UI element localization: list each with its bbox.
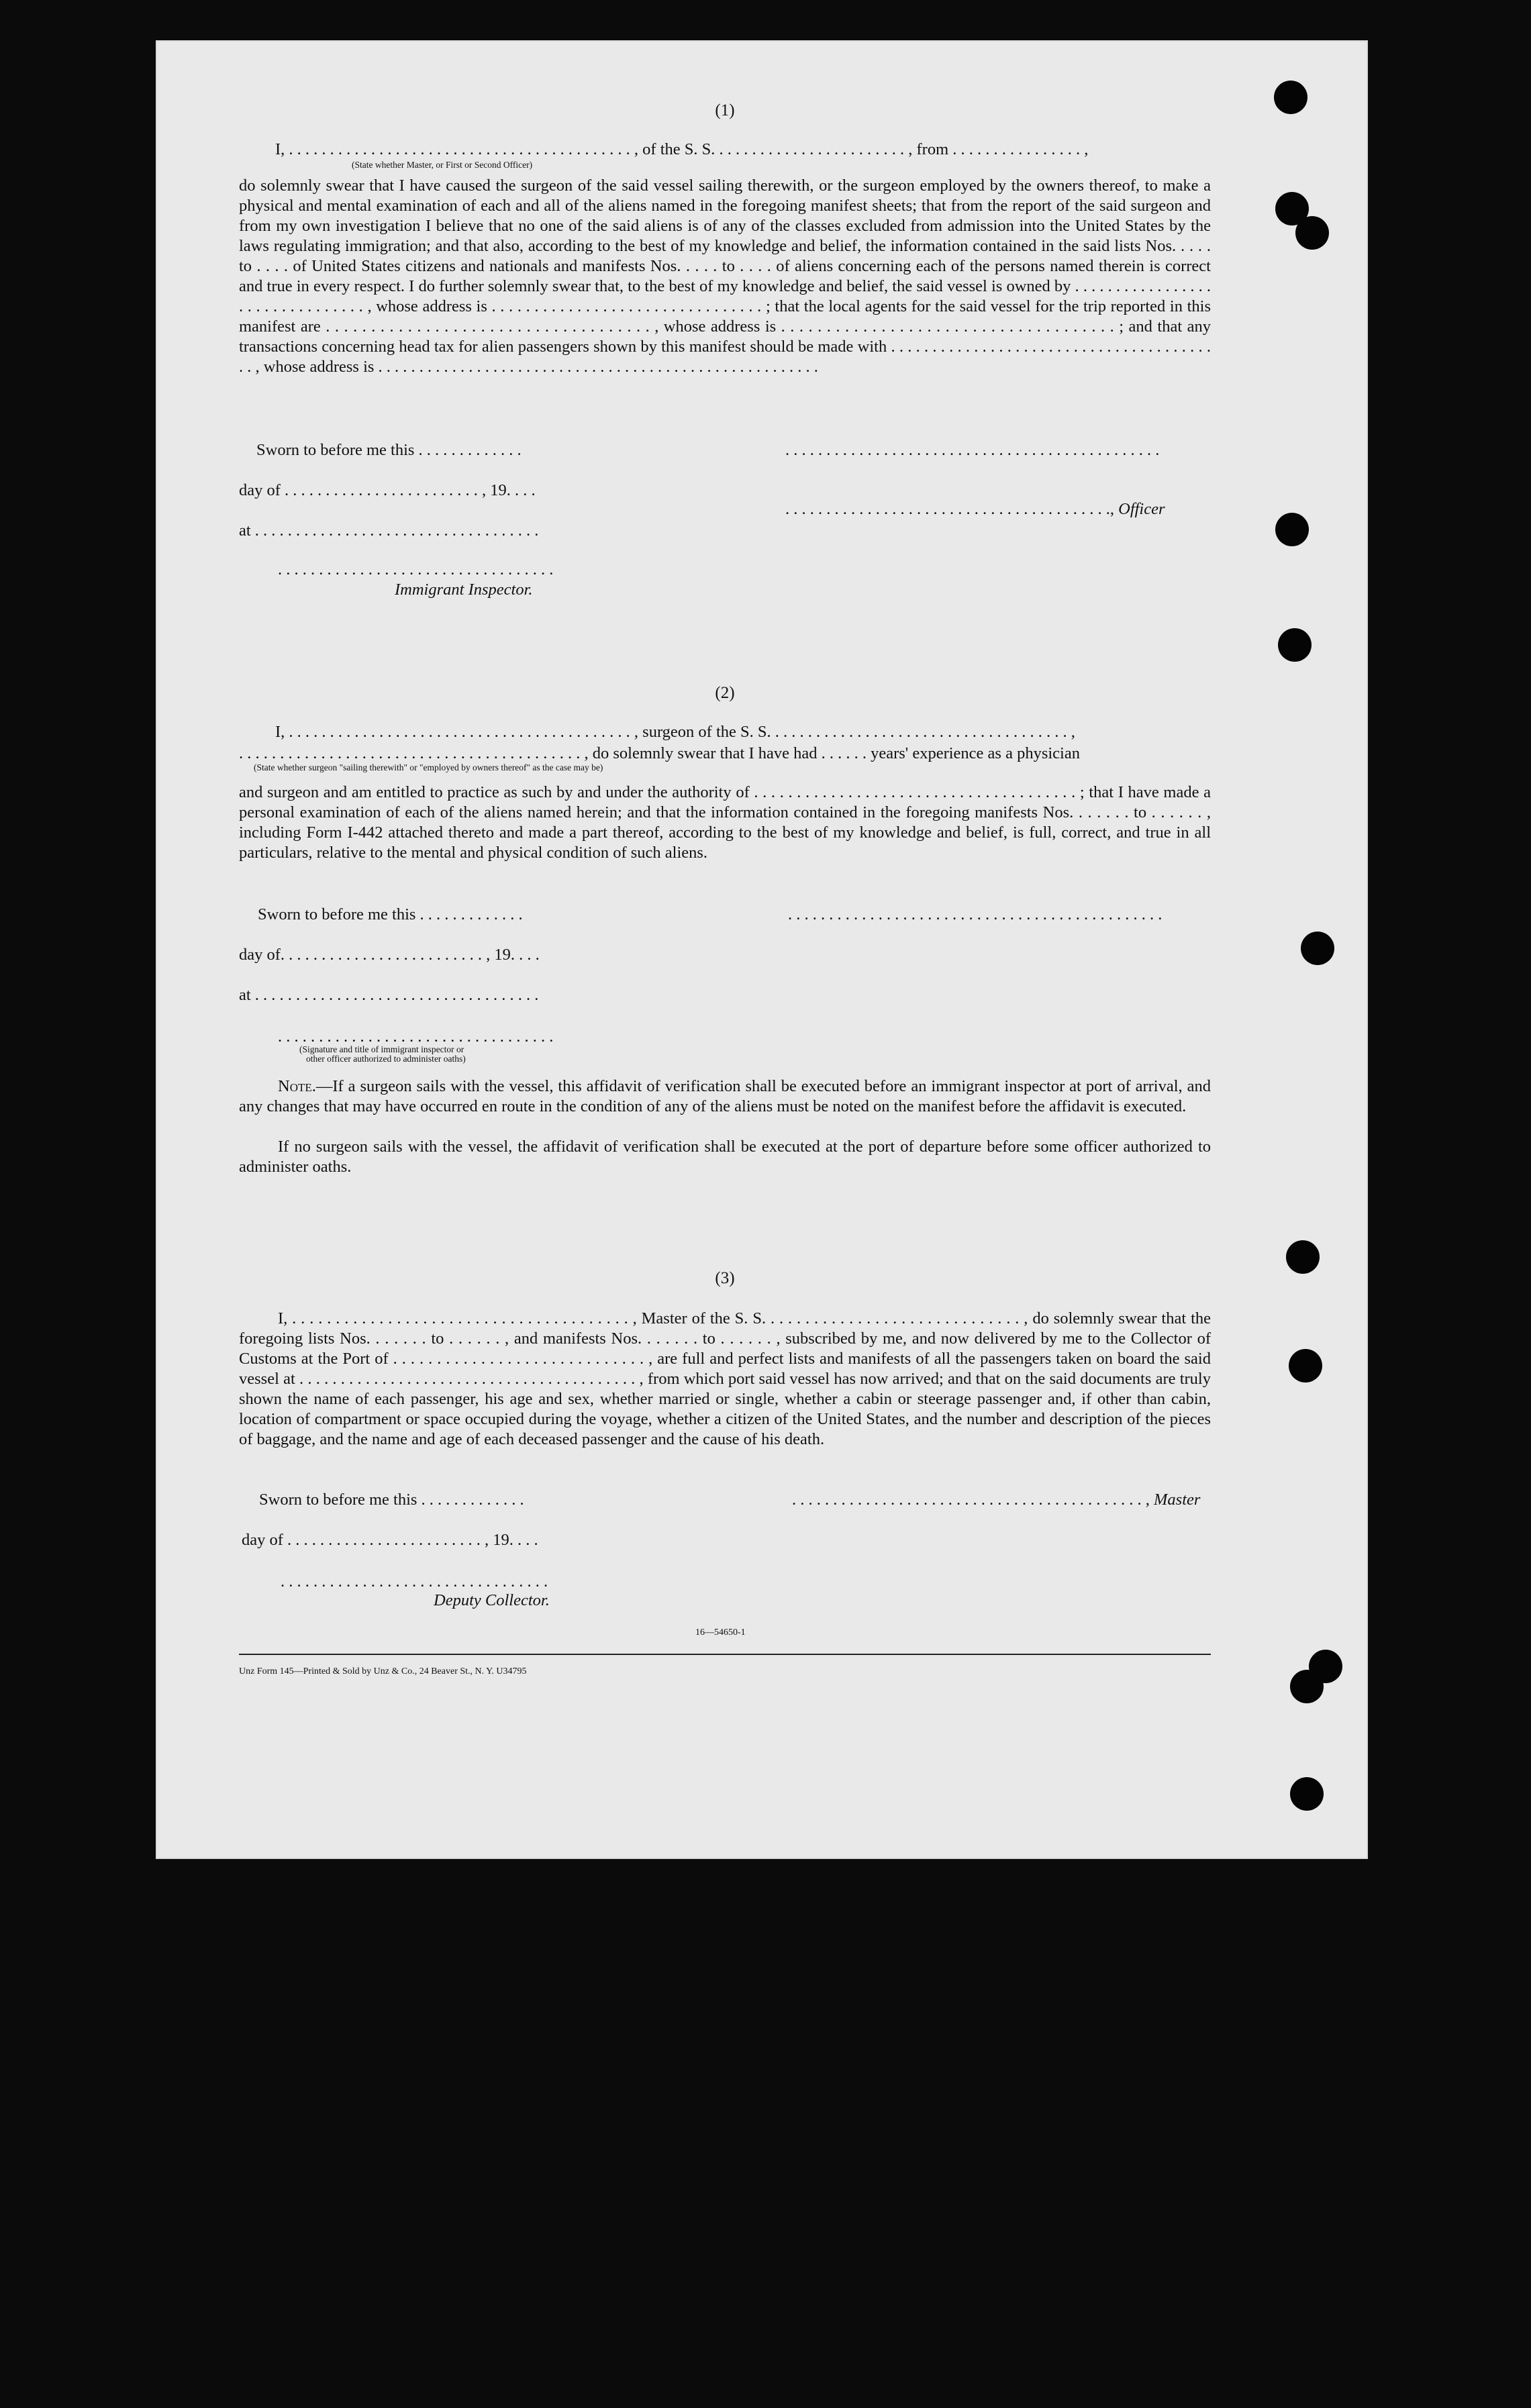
oath-line: I, . . . . . . . . . . . . . . . . . . . . . . . . . . . . . . . . . . . . . . . . . . , surgeon of the S. S. . . . . . . . . . . . . . . . . . . . . . . . . . . . . . . . . . . . . , [275, 723, 1075, 741]
signature-line: . . . . . . . . . . . . . . . . . . . . . . . . . . . . . . . . . . . . . . . . . . . . . . [785, 441, 1160, 459]
printer-credit: Unz Form 145—Printed & Sold by Unz & Co., 24 Beaver St., N. Y. U34795 [239, 1666, 527, 1676]
inspector-dots: . . . . . . . . . . . . . . . . . . . . . . . . . . . . . . . . . . [278, 560, 554, 579]
officer-label: Officer [1118, 500, 1165, 518]
footer-rule [239, 1654, 1211, 1655]
officer-dots: . . . . . . . . . . . . . . . . . . . . . . . . . . . . . . . . . . . . . . . ., [785, 500, 1114, 518]
field-note: (State whether Master, or First or Second Officer) [352, 160, 533, 170]
master-dots: . . . . . . . . . . . . . . . . . . . . . . . . . . . . . . . . . . . . . . . . . . . , [792, 1491, 1150, 1509]
punch-hole [1295, 216, 1329, 250]
punch-hole [1290, 1777, 1324, 1811]
punch-hole [1290, 1670, 1324, 1703]
deputy-dots: . . . . . . . . . . . . . . . . . . . . . . . . . . . . . . . . . [281, 1572, 548, 1591]
section-number: (1) [715, 101, 735, 119]
oath-line-2: . . . . . . . . . . . . . . . . . . . . . . . . . . . . . . . . . . . . . . . . . . , do solemnly swear that I have had . . . . . . years' experience as a physician [239, 744, 1080, 762]
note-label: Note. [278, 1077, 316, 1095]
at-line: at . . . . . . . . . . . . . . . . . . . . . . . . . . . . . . . . . . . [239, 986, 539, 1004]
sworn-line: Sworn to before me this . . . . . . . . . . . . . [258, 905, 523, 923]
inspector-dots: . . . . . . . . . . . . . . . . . . . . . . . . . . . . . . . . . . [278, 1027, 554, 1046]
master-signature-line [792, 1490, 1200, 1510]
punch-hole [1289, 1349, 1322, 1383]
inspector-note: (Signature and title of immigrant inspector or [299, 1044, 464, 1054]
note-paragraph-2: If no surgeon sails with the vessel, the affidavit of verification shall be executed at the port of departure before some officer authorized to administer oaths. [239, 1138, 1211, 1176]
sworn-line: Sworn to before me this . . . . . . . . . . . . . [256, 441, 522, 459]
oath-line: I, . . . . . . . . . . . . . . . . . . . . . . . . . . . . . . . . . . . . . . . . . . , of the S. S. . . . . . . . . . . . . . . . . . . . . . . . , from . . . . . . . . . . . . . . . . , [275, 140, 1089, 158]
day-line: day of. . . . . . . . . . . . . . . . . . . . . . . . . , 19. . . . [239, 946, 540, 964]
section-number: (3) [715, 1269, 735, 1287]
note-paragraph [239, 1076, 1211, 1117]
inspector-note: other officer authorized to administer oaths) [306, 1054, 466, 1064]
officer-signature-line [785, 499, 1165, 519]
day-line: day of . . . . . . . . . . . . . . . . . . . . . . . . , 19. . . . [242, 1531, 538, 1549]
punch-hole [1274, 81, 1307, 114]
oath-body: do solemnly swear that I have caused the surgeon of the said vessel sailing therewith, or the surgeon employed by the owners thereof, to make a physical and mental examination of each and all of the aliens named in the foregoing manifest sheets; that from the report of the said surgeon and from my own investigation I believe that no one of the said aliens is of any of the classes excluded from admission into the United States by the laws regulating immigration; and that also, according to the best of my knowledge and belief, the information contained in the said lists Nos. . . . . to . . . . of United States citizens and nationals and manifests Nos. . . . . to . . . . of aliens concerning each of the persons named therein is correct and true in every respect. I do further solemnly swear that, to the best of my knowledge and belief, the said vessel is owned by . . . . . . . . . . . . . . . . . . . . . . . . . . . . . . . . , whose address is . . . . . . . . . . . . . . . . . . . . . . . . . . . . . . . . ; that the local agents for the said vessel for the trip reported in this manifest are . . . . . . . . . . . . . . . . . . . . . . . . . . . . . . . . . . . . , whose address is . . . . . . . . . . . . . . . . . . . . . . . . . . . . . . . . . . . . . ; and that any transactions concerning head tax for alien passengers shown by this manifest should be made with . . . . . . . . . . . . . . . . . . . . . . . . . . . . . . . . . . . . . . . . . , whose address is . . . . . . . . . . . . . . . . . . . . . . . . . . . . . . . . . . . . . . . . . . . . . . . . . . . . . . [239, 177, 1211, 376]
at-line: at . . . . . . . . . . . . . . . . . . . . . . . . . . . . . . . . . . . [239, 521, 539, 540]
section-number: (2) [715, 684, 735, 702]
oath-body: I, . . . . . . . . . . . . . . . . . . . . . . . . . . . . . . . . . . . . . . . , Master of the S. S. . . . . . . . . . . . . . . . . . . . . . . . . . . . . . , do solemnly swear that the foregoing lists Nos. . . . . . . to . . . . . . , and manifests Nos. . . . . . . to . . . . . . , subscribed by me, and now delivered by me to the Collector of Customs at the Port of . . . . . . . . . . . . . . . . . . . . . . . . . . . . . , are full and perfect lists and manifests of all the passengers taken on board the said vessel at . . . . . . . . . . . . . . . . . . . . . . . . . . . . . . . . . . . . . . . . . , from which port said vessel has now arrived; and that on the said documents are truly shown the name of each passenger, his age and sex, whether married or single, whether a cabin or steerage passenger and, if other than cabin, location of compartment or space occupied during the voyage, whether a citizen of the United States, and the number and description of the pieces of baggage, and the name and age of each deceased passenger and the cause of his death. [239, 1309, 1211, 1448]
field-note: (State whether surgeon "sailing therewith" or "employed by owners thereof" as the case may be) [254, 762, 603, 772]
note-text: —If a surgeon sails with the vessel, this affidavit of verification shall be executed before an immigrant inspector at port of arrival, and any changes that may have occurred en route in the condition of any of the aliens must be noted on the manifest before the affidavit is executed. [239, 1077, 1211, 1115]
day-line: day of . . . . . . . . . . . . . . . . . . . . . . . . , 19. . . . [239, 481, 536, 499]
deputy-collector-label: Deputy Collector. [434, 1591, 550, 1609]
master-label: Master [1154, 1491, 1201, 1509]
signature-line: . . . . . . . . . . . . . . . . . . . . . . . . . . . . . . . . . . . . . . . . . . . . . . [788, 905, 1163, 923]
sworn-line: Sworn to before me this . . . . . . . . . . . . . [259, 1491, 524, 1509]
form-number: 16—54650-1 [695, 1627, 746, 1638]
oath-body: and surgeon and am entitled to practice as such by and under the authority of . . . . . . . . . . . . . . . . . . . . . . . . . . . . . . . . . . . . . . ; that I have made a personal examination of each of the aliens named herein; and that the information contained in the foregoing manifests Nos. . . . . . . to . . . . . . , including Form I-442 attached thereto and made a part thereof, according to the best of my knowledge and belief, is full, correct, and true in all particulars, relative to the mental and physical condition of such aliens. [239, 783, 1211, 862]
inspector-label: Immigrant Inspector. [395, 581, 533, 599]
punch-hole [1301, 932, 1334, 965]
punch-hole [1275, 513, 1309, 546]
punch-hole [1278, 628, 1312, 662]
punch-hole [1286, 1240, 1320, 1274]
